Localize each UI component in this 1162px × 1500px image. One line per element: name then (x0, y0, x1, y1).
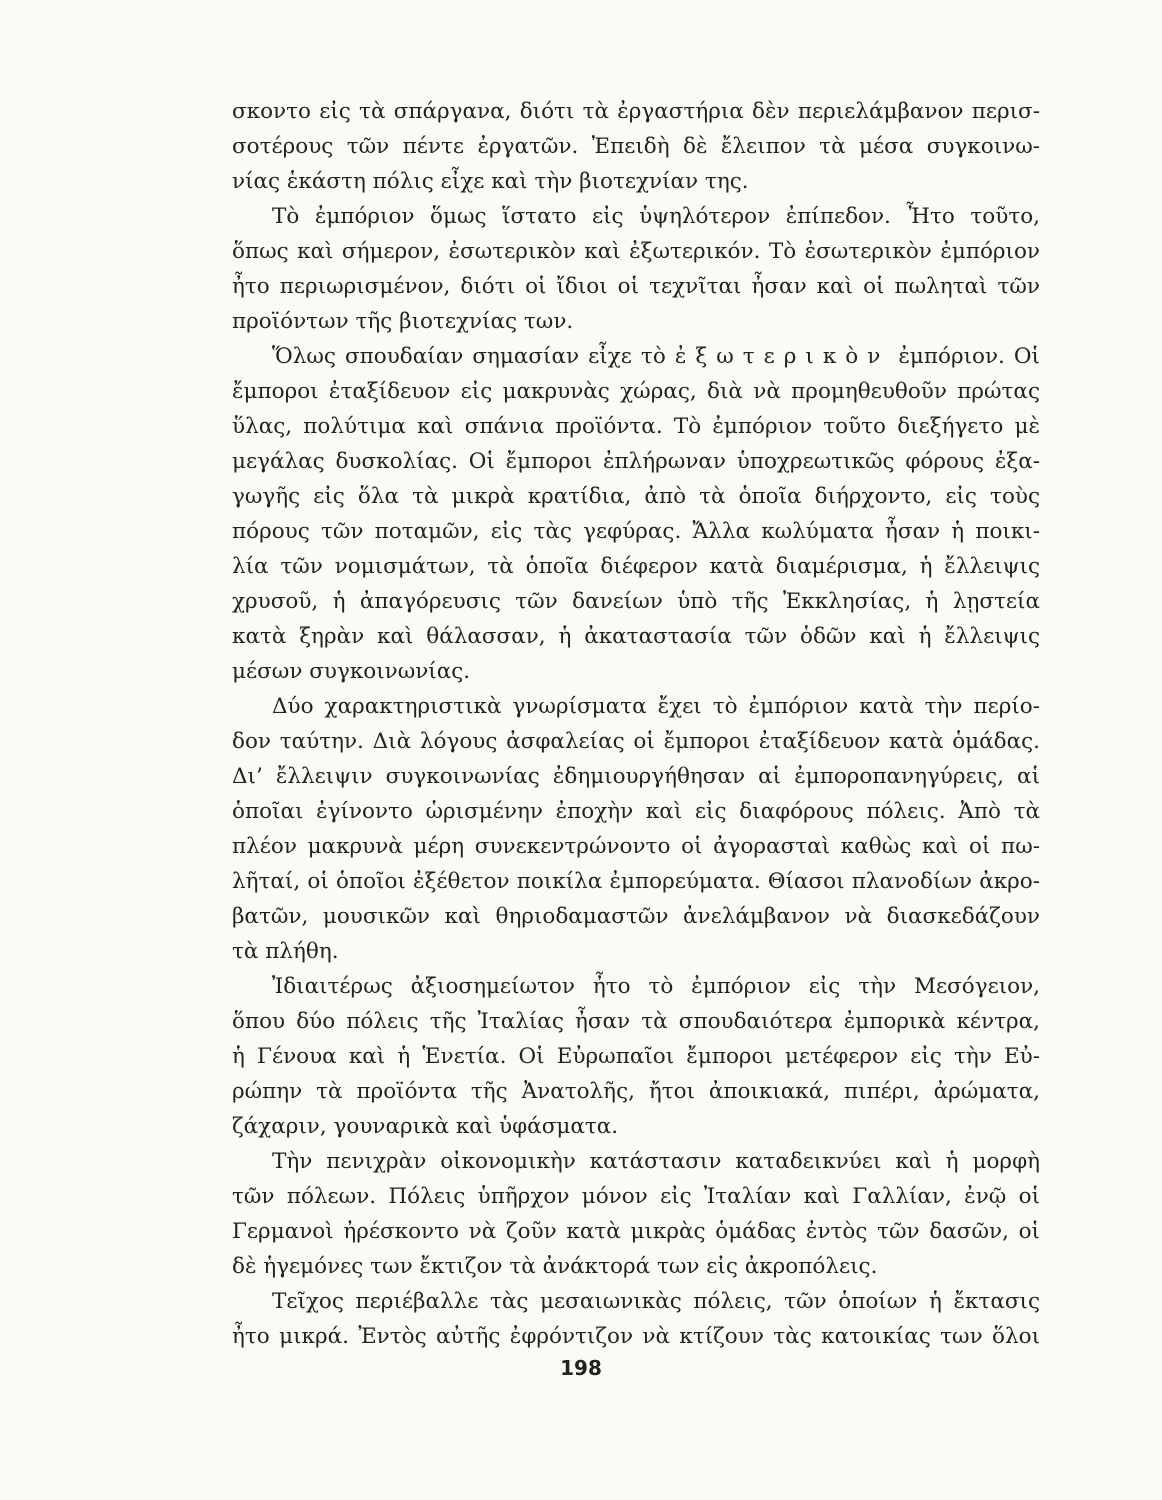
text-line: ὅπου δύο πόλεις τῆς Ἰταλίας ἦσαν τὰ σπουδαιότερα ἐμπορικὰ κέντρα, (232, 1009, 1040, 1034)
text-line: σοτέρους τῶν πέντε ἐργατῶν. Ἐπειδὴ δὲ ἔλειπον τὰ μέσα συγκοινω- (232, 134, 1040, 159)
text-line: σκοντο εἰς τὰ σπάργανα, διότι τὰ ἐργαστήρια δὲν περιελάμβανον περισ- (232, 99, 1040, 124)
text-line: τὰ πλήθη. (232, 939, 339, 964)
text-line: προϊόντων τῆς βιοτεχνίας των. (232, 309, 574, 334)
text-line: ζάχαριν, γουναρικὰ καὶ ὑφάσματα. (232, 1114, 619, 1139)
text-line: ὅπως καὶ σήμερον, ἐσωτερικὸν καὶ ἐξωτερικόν. Τὸ ἐσωτερικὸν ἐμπόριον (232, 239, 1040, 264)
text-line: γωγῆς εἰς ὅλα τὰ μικρὰ κρατίδια, ἀπὸ τὰ ὁποῖα διήρχοντο, εἰς τοὺς (232, 484, 1040, 509)
page-number: 198 (560, 1356, 602, 1380)
paragraph-start-line (232, 340, 1040, 374)
paragraph-start-line: Τὴν πενιχρὰν οἰκονομικὴν κατάστασιν καταδεικνύει καὶ ἡ μορφὴ (272, 1149, 1040, 1174)
text-line: ἦτο περιωρισμένον, διότι οἱ ἴδιοι οἱ τεχνῖται ἦσαν καὶ οἱ πωληταὶ τῶν (232, 274, 1040, 299)
text-line: κατὰ ξηρὰν καὶ θάλασσαν, ἡ ἀκαταστασία τῶν ὁδῶν καὶ ἡ ἔλλειψις (232, 624, 1040, 649)
text-line: τῶν πόλεων. Πόλεις ὑπῆρχον μόνον εἰς Ἰταλίαν καὶ Γαλλίαν, ἐνῷ οἱ (232, 1184, 1040, 1209)
paragraph-start-line: Δύο χαρακτηριστικὰ γνωρίσματα ἔχει τὸ ἐμπόριον κατὰ τὴν περίο- (272, 694, 1040, 719)
spaced-emphasis-word: ἐξωτερικὸν (674, 344, 890, 369)
text-line: λία τῶν νομισμάτων, τὰ ὁποῖα διέφερον κατὰ διαμέρισμα, ἡ ἔλλειψις (232, 554, 1040, 579)
text-line: χρυσοῦ, ἡ ἀπαγόρευσις τῶν δανείων ὑπὸ τῆς Ἐκκλησίας, ἡ λῃστεία (232, 589, 1040, 614)
text-line: μέσων συγκοινωνίας. (232, 659, 471, 684)
text-line: πόρους τῶν ποταμῶν, εἰς τὰς γεφύρας. Ἄλλα κωλύματα ἦσαν ἡ ποικι- (232, 519, 1040, 544)
text-line: ἦτο μικρά. Ἐντὸς αὐτῆς ἐφρόντιζον νὰ κτίζουν τὰς κατοικίας των ὅλοι (232, 1324, 1040, 1349)
text-line: λῆταί, οἱ ὁποῖοι ἐξέθετον ποικίλα ἐμπορεύματα. Θίασοι πλανοδίων ἀκρο- (232, 869, 1040, 894)
paragraph-start-line: Τὸ ἐμπόριον ὅμως ἵστατο εἰς ὑψηλότερον ἐπίπεδον. Ἦτο τοῦτο, (272, 204, 1040, 229)
text-line: βατῶν, μουσικῶν καὶ θηριοδαμαστῶν ἀνελάμβανον νὰ διασκεδάζουν (232, 904, 1040, 929)
paragraph-start-line: Ἰδιαιτέρως ἀξιοσημείωτον ἦτο τὸ ἐμπόριον εἰς τὴν Μεσόγειον, (272, 974, 1040, 999)
text-line: ἔμποροι ἐταξίδευον εἰς μακρυνὰς χώρας, διὰ νὰ προμηθευθοῦν πρώτας (232, 379, 1040, 404)
text-line: νίας ἑκάστη πόλις εἶχε καὶ τὴν βιοτεχνίαν της. (232, 169, 749, 194)
text-line: δον ταύτην. Διὰ λόγους ἀσφαλείας οἱ ἔμποροι ἐταξίδευον κατὰ ὁμάδας. (232, 729, 1040, 754)
text-line: Δι’ ἔλλειψιν συγκοινωνίας ἐδημιουργήθησαν αἱ ἐμποροπανηγύρεις, αἱ (232, 764, 1040, 789)
text-line: ὁποῖαι ἐγίνοντο ὡρισμένην ἐποχὴν καὶ εἰς διαφόρους πόλεις. Ἀπὸ τὰ (232, 799, 1040, 824)
paragraph-start-line: Τεῖχος περιέβαλλε τὰς μεσαιωνικὰς πόλεις, τῶν ὁποίων ἡ ἔκτασις (272, 1289, 1040, 1314)
text-line: μεγάλας δυσκολίας. Οἱ ἔμποροι ἐπλήρωναν ὑποχρεωτικῶς φόρους ἐξα- (232, 449, 1040, 474)
text-line: ρώπην τὰ προϊόντα τῆς Ἀνατολῆς, ἤτοι ἀποικιακά, πιπέρι, ἀρώματα, (232, 1079, 1040, 1104)
text-segment: Ὅλως σπουδαίαν σημασίαν εἶχε τὸ (272, 344, 666, 369)
text-line: πλέον μακρυνὰ μέρη συνεκεντρώνοντο οἱ ἀγορασταὶ καθὼς καὶ οἱ πω- (232, 834, 1040, 859)
text-line: Γερμανοὶ ἠρέσκοντο νὰ ζοῦν κατὰ μικρὰς ὁμάδας ἐντὸς τῶν δασῶν, οἱ (232, 1219, 1040, 1244)
text-segment: ἐμπόριον. Οἱ (898, 344, 1040, 369)
text-line: ἡ Γένουα καὶ ἡ Ἑνετία. Οἱ Εὐρωπαῖοι ἔμποροι μετέφερον εἰς τὴν Εὐ- (232, 1044, 1040, 1069)
text-line: δὲ ἡγεμόνες των ἔκτιζον τὰ ἀνάκτορά των εἰς ἀκροπόλεις. (232, 1254, 878, 1279)
text-line: ὕλας, πολύτιμα καὶ σπάνια προϊόντα. Τὸ ἐμπόριον τοῦτο διεξήγετο μὲ (232, 414, 1040, 439)
